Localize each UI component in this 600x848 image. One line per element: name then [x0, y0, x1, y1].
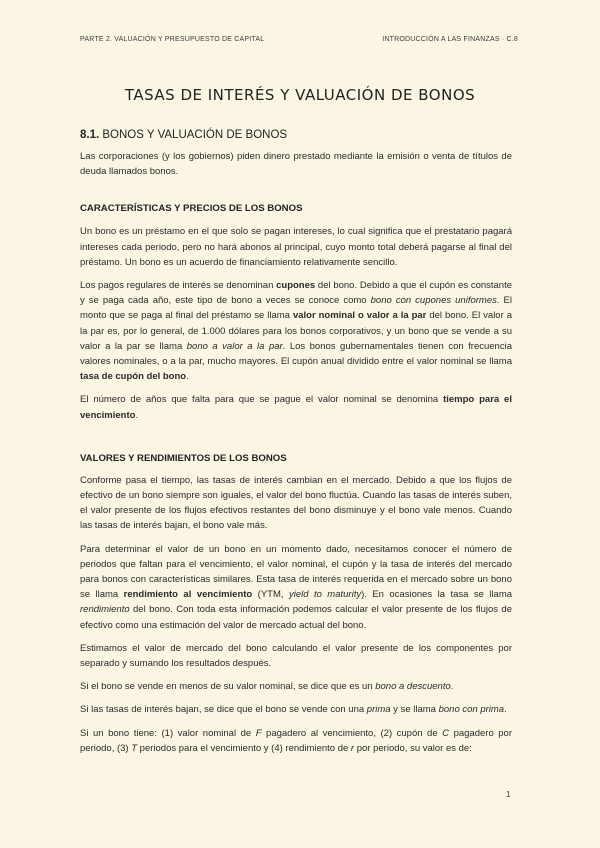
chapter-title: TASAS DE INTERÉS Y VALUACIÓN DE BONOS: [124, 86, 476, 105]
section-heading-text: BONOS Y VALUACIÓN DE BONOS: [102, 129, 288, 141]
section-intro: Las corporaciones (y los gobiernos) piden dinero prestado mediante la emisión o venta de títulos de deuda llamados bonos.: [80, 151, 512, 178]
text-run: y se llama: [390, 704, 439, 716]
emphasis: prima: [366, 704, 391, 716]
text-run: .: [135, 409, 139, 421]
page-body: [80, 129, 512, 756]
text-run: pagadero por periodo, (3): [80, 727, 512, 754]
paragraph: [80, 392, 512, 422]
paragraph: [80, 702, 512, 717]
emphasis: bono con prima: [438, 704, 505, 716]
term: rendimiento al vencimiento: [123, 589, 253, 601]
text-run: Si un bono tiene: (1) valor nominal de: [80, 727, 256, 739]
text-run: (YTM,: [252, 589, 289, 601]
term: valor a la par: [366, 310, 427, 322]
variable: F: [255, 727, 262, 739]
term: o: [355, 310, 367, 322]
emphasis: bono con cupones uniformes: [370, 295, 497, 307]
page-number: 1: [506, 790, 511, 799]
text-run: El número de años que falta para que se pague el valor nominal se denomina: [80, 394, 444, 406]
text-run: del bono. Con toda esta información podemos calcular el valor presente de los flujos de efectivo como una estimación del valor de mercado actual del bono.: [80, 604, 512, 631]
paragraph: Conforme pasa el tiempo, las tasas de interés cambian en el mercado. Debido a que los flujos de efectivo de un bono siempre son iguales, el valor del bono fluctúa. Cuando las tasas de interés suben, el valor presente de los flujos efectivos restantes del bono disminuye y el bono vale menos. Cuando las tasas de interés bajan, el bono vale más.: [80, 474, 512, 532]
subsection-heading-characteristics: CARACTERÍSTICAS Y PRECIOS DE LOS BONOS: [80, 203, 303, 215]
paragraph: Un bono es un préstamo en el que solo se pagan intereses, lo cual significa que el prestatario pagará intereses cada periodo, pero no hará abonos al principal, cuyo monto total deberá pagarse al final del préstamo. Un bono es un acuerdo de financiamiento relativamente sencillo.: [80, 226, 512, 268]
emphasis: rendimiento: [80, 604, 130, 616]
text-run: pagadero al vencimiento, (2) cupón de: [261, 727, 443, 739]
text-run: por periodo, su valor es de:: [354, 742, 472, 754]
subsection-heading-values: VALORES Y RENDIMIENTOS DE LOS BONOS: [80, 452, 287, 464]
text-run: Los pagos regulares de interés se denominan: [80, 280, 277, 292]
running-header-right: INTRODUCCIÓN A LAS FINANZAS · C.8: [382, 36, 518, 43]
variable: r: [350, 742, 355, 754]
text-run: Si el bono se vende en menos de su valor nominal, se dice que es un: [80, 681, 376, 693]
emphasis: yield to maturity: [288, 589, 362, 601]
term: tiempo para el vencimiento: [80, 394, 512, 421]
section-heading: [80, 129, 512, 141]
term: tasa de cupón del bono: [80, 371, 187, 383]
term: valor nominal: [292, 310, 356, 322]
emphasis: bono a descuento: [375, 681, 451, 693]
paragraph: Estimamos el valor de mercado del bono calculando el valor presente de los componentes por separado y sumando los resultados después.: [80, 642, 512, 670]
text-run: ). En ocasiones la tasa se llama: [361, 589, 513, 601]
text-run: .: [504, 704, 507, 716]
running-header-left: PARTE 2. VALUACIÓN Y PRESUPUESTO DE CAPITAL: [80, 36, 265, 43]
text-run: del bono. El valor a la par es, por lo general, de 1.000 dólares para los bonos corporativos, y un bono que se vende a su valor a la par se llama: [80, 310, 512, 352]
text-run: . El monto que se paga al final del préstamo se llama: [80, 295, 512, 322]
variable: C: [442, 727, 450, 739]
text-run: .: [450, 681, 454, 693]
text-run: Si las tasas de interés bajan, se dice que el bono se vende con una: [80, 704, 367, 716]
paragraph: [80, 679, 512, 694]
text-run: periodos para el vencimiento y (4) rendimiento de: [137, 742, 351, 754]
paragraph: [80, 542, 512, 633]
section-number: 8.1.: [80, 129, 100, 141]
text-run: Para determinar el valor de un bono en un momento dado, necesitamos conocer el número de periodos que faltan para el vencimiento, el valor nominal, el cupón y la tasa de interés del mercado para bonos con características similares. Esta tasa de interés requerida en el mercado sobre un bono se llama: [80, 543, 512, 601]
paragraph: [80, 726, 512, 756]
text-run: .: [186, 371, 189, 383]
emphasis: bono a valor a la par: [186, 340, 283, 352]
variable: T: [131, 742, 138, 754]
paragraph: [80, 278, 512, 384]
term: cupones: [276, 280, 316, 292]
text-run: del bono. Debido a que el cupón es constante y se paga cada año, este tipo de bono a veces se conoce como: [80, 280, 513, 307]
text-run: . Los bonos gubernamentales tienen con frecuencia valores nominales, o a la par, mucho mayores. El cupón anual dividido entre el valor nominal se llama: [80, 340, 512, 368]
